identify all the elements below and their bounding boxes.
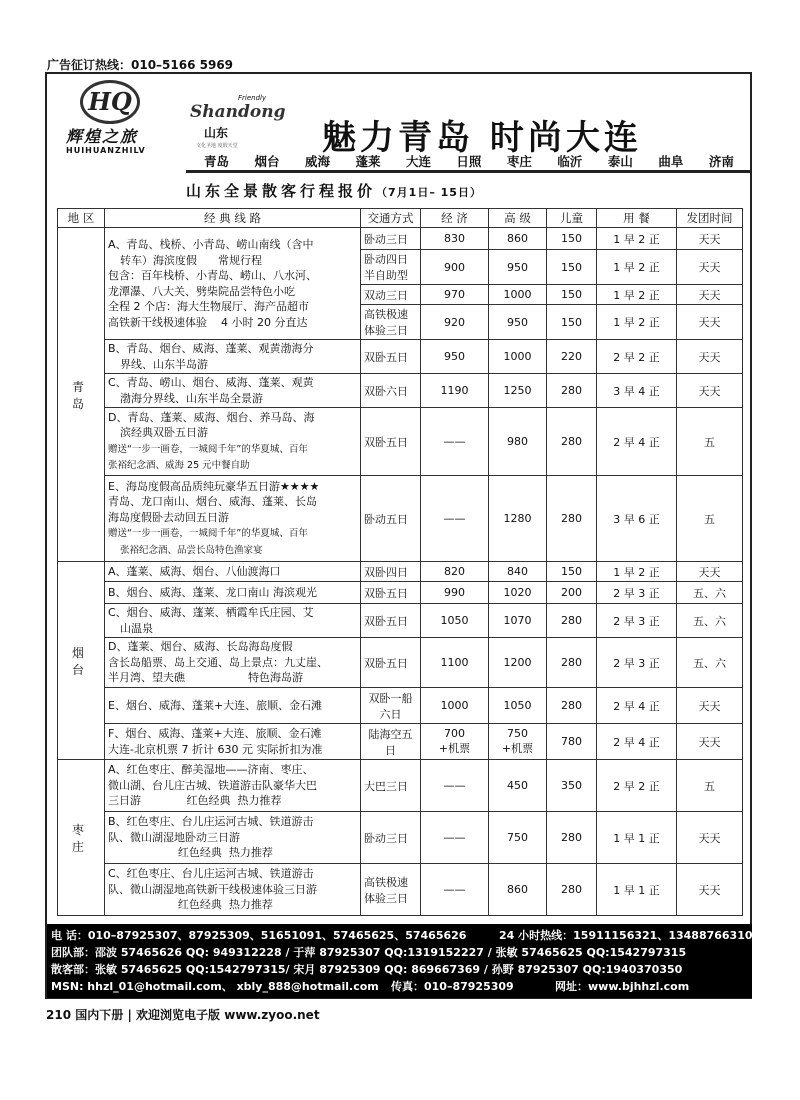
city: 枣庄 bbox=[506, 154, 532, 169]
table-header-row bbox=[58, 209, 743, 228]
advanced-price: 450 bbox=[489, 760, 547, 812]
child-price: 150 bbox=[547, 285, 597, 305]
price-table bbox=[57, 208, 743, 916]
region-cell: 烟 台 bbox=[58, 562, 105, 760]
header-cell: 经 典 线 路 bbox=[105, 209, 361, 228]
huihuang-logo bbox=[60, 80, 160, 162]
economy-price: —— bbox=[421, 760, 489, 812]
page-number: 210 bbox=[46, 1008, 72, 1022]
page-footer bbox=[46, 1006, 320, 1023]
table-row bbox=[58, 228, 743, 250]
meal-cell: 2 早 4 正 bbox=[597, 688, 677, 724]
sd-tagline: 文化圣地 度假天堂 bbox=[196, 143, 238, 149]
departure-cell: 天天 bbox=[677, 305, 743, 340]
departure-cell: 天天 bbox=[677, 340, 743, 374]
meal-cell: 2 早 4 正 bbox=[597, 724, 677, 760]
route-cell bbox=[105, 476, 361, 562]
departure-cell: 天天 bbox=[677, 285, 743, 305]
route-line: B、烟台、威海、蓬莱、龙口南山 海滨观光 bbox=[108, 585, 318, 599]
child-price: 280 bbox=[547, 688, 597, 724]
header-cell: 地 区 bbox=[58, 209, 105, 228]
transport-cell: 双卧一船六日 bbox=[361, 688, 421, 724]
route-line: 渤海分界线、山东半岛全景游 bbox=[120, 391, 263, 405]
transport-cell: 双卧五日 bbox=[361, 604, 421, 638]
route-line: 山温泉 bbox=[120, 621, 153, 635]
meal-cell: 2 早 4 正 bbox=[597, 408, 677, 476]
city: 威海 bbox=[304, 154, 330, 169]
route-line: C、红色枣庄、台儿庄运河古城、铁道游击 bbox=[108, 867, 314, 881]
meal-cell: 1 早 2 正 bbox=[597, 250, 677, 285]
gift-note: 张裕纪念酒、品尝长岛特色渔家宴 bbox=[120, 544, 263, 556]
route-cell bbox=[105, 760, 361, 812]
child-price: 280 bbox=[547, 374, 597, 408]
table-row bbox=[58, 408, 743, 476]
footer-individual-dept: 散客部：张敏 57465625 QQ:1542797315/ 宋月 87925309 QQ: 869667369 / 孙野 87925307 QQ:1940370350 bbox=[51, 963, 683, 976]
route-cell bbox=[105, 408, 361, 476]
route-line: 红色经典 热力推荐 bbox=[108, 846, 273, 860]
route-line: 界线、山东半岛游 bbox=[120, 357, 208, 371]
advanced-price: 1280 bbox=[489, 476, 547, 562]
footer-hotline: 24 小时热线：15911156321、13488766310 bbox=[499, 929, 753, 942]
city-list bbox=[204, 152, 734, 170]
route-line: D、蓬莱、烟台、威海、长岛海岛度假 bbox=[108, 640, 293, 654]
economy-price: 830 bbox=[421, 228, 489, 250]
departure-cell: 天天 bbox=[677, 812, 743, 864]
logo-mark: HQ bbox=[80, 80, 140, 124]
economy-price: —— bbox=[421, 476, 489, 562]
city: 大连 bbox=[405, 154, 431, 169]
route-cell bbox=[105, 340, 361, 374]
meal-cell: 1 早 1 正 bbox=[597, 864, 677, 916]
meal-cell: 2 早 3 正 bbox=[597, 582, 677, 604]
transport-cell: 卧动五日 bbox=[361, 476, 421, 562]
transport-cell: 双卧五日 bbox=[361, 408, 421, 476]
route-line: 龙潭瀑、八大关、劈柴院品尝特色小吃 bbox=[108, 284, 295, 298]
transport-cell: 卧动四日半自助型 bbox=[361, 250, 421, 285]
table-row bbox=[58, 604, 743, 638]
title-main: 山东全景散客行程报价 bbox=[186, 182, 377, 200]
route-line: 转车）海滨度假 常规行程 bbox=[120, 253, 262, 267]
child-price: 280 bbox=[547, 638, 597, 688]
advanced-price: 950 bbox=[489, 305, 547, 340]
section-name: 国内下册 bbox=[75, 1008, 124, 1022]
route-cell bbox=[105, 562, 361, 582]
city: 青岛 bbox=[204, 154, 230, 169]
sd-word: Shandong bbox=[190, 102, 286, 122]
route-line: D、青岛、蓬莱、威海、烟台、养马岛、海 bbox=[108, 410, 315, 424]
advanced-price: 1070 bbox=[489, 604, 547, 638]
table-title bbox=[186, 180, 482, 201]
route-line: 青岛、龙口南山、烟台、威海、蓬莱、长岛 bbox=[108, 495, 317, 509]
region-cell: 青 岛 bbox=[58, 228, 105, 562]
departure-cell: 天天 bbox=[677, 688, 743, 724]
route-line: F、烟台、威海、蓬莱+大连、旅顺、金石滩 bbox=[108, 727, 322, 740]
contact-footer bbox=[47, 924, 752, 998]
route-line: E、烟台、威海、蓬莱+大连、旅顺、金石滩 bbox=[108, 698, 323, 712]
child-price: 280 bbox=[547, 604, 597, 638]
advanced-value: 750 bbox=[507, 727, 528, 740]
header-cell: 高 级 bbox=[489, 209, 547, 228]
route-line: B、红色枣庄、台儿庄运河古城、铁道游击 bbox=[108, 815, 314, 829]
economy-value: 700 bbox=[444, 727, 465, 740]
child-price: 150 bbox=[547, 250, 597, 285]
child-price: 350 bbox=[547, 760, 597, 812]
advanced-price: 1020 bbox=[489, 582, 547, 604]
city: 烟台 bbox=[254, 154, 280, 169]
transport-cell: 双动三日 bbox=[361, 285, 421, 305]
departure-cell: 天天 bbox=[677, 250, 743, 285]
advanced-price: 860 bbox=[489, 864, 547, 916]
transport-cell: 高铁极速体验三日 bbox=[361, 864, 421, 916]
header-cell: 交通方式 bbox=[361, 209, 421, 228]
route-cell bbox=[105, 724, 361, 760]
economy-price: 820 bbox=[421, 562, 489, 582]
table-row bbox=[58, 812, 743, 864]
child-price: 280 bbox=[547, 476, 597, 562]
economy-price: —— bbox=[421, 864, 489, 916]
route-cell bbox=[105, 582, 361, 604]
child-price: 280 bbox=[547, 812, 597, 864]
transport-cell: 陆海空五日 bbox=[361, 724, 421, 760]
table-row bbox=[58, 864, 743, 916]
departure-cell: 天天 bbox=[677, 562, 743, 582]
route-cell bbox=[105, 374, 361, 408]
gift-note: 赠送“一步一画卷，一城阅千年”的华夏城、百年 bbox=[108, 528, 308, 540]
transport-cell: 高铁极速体验三日 bbox=[361, 305, 421, 340]
child-price: 150 bbox=[547, 562, 597, 582]
city: 泰山 bbox=[607, 154, 633, 169]
child-price: 280 bbox=[547, 864, 597, 916]
route-cell bbox=[105, 228, 361, 340]
economy-price: 990 bbox=[421, 582, 489, 604]
transport-cell: 卧动三日 bbox=[361, 812, 421, 864]
advanced-price: 950 bbox=[489, 250, 547, 285]
separator: | bbox=[127, 1008, 132, 1022]
city: 济南 bbox=[708, 154, 734, 169]
ebook-note: 欢迎浏览电子版 bbox=[136, 1008, 221, 1022]
logo-name-en: HUIHUANZHILV bbox=[66, 146, 146, 155]
child-price: 780 bbox=[547, 724, 597, 760]
advanced-price: 1050 bbox=[489, 688, 547, 724]
meal-cell: 2 早 2 正 bbox=[597, 340, 677, 374]
region-cell: 枣 庄 bbox=[58, 760, 105, 916]
advanced-price: 1200 bbox=[489, 638, 547, 688]
child-price: 150 bbox=[547, 228, 597, 250]
meal-cell: 3 早 4 正 bbox=[597, 374, 677, 408]
header-cell: 经 济 bbox=[421, 209, 489, 228]
route-line: A、红色枣庄、醉美湿地——济南、枣庄、 bbox=[108, 763, 314, 777]
route-line: 高铁新干线极速体验 4 小时 20 分直达 bbox=[108, 315, 308, 329]
advanced-price: 860 bbox=[489, 228, 547, 250]
route-line: E、海岛度假高品质纯玩豪华五日游★★★★ bbox=[108, 479, 320, 493]
transport-cell: 大巴三日 bbox=[361, 760, 421, 812]
route-line: C、烟台、威海、蓬莱、栖霞牟氏庄园、艾 bbox=[108, 606, 314, 619]
route-line: C、青岛、崂山、烟台、威海、蓬莱、观黄 bbox=[108, 376, 314, 389]
transport-cell: 卧动三日 bbox=[361, 228, 421, 250]
city: 曲阜 bbox=[658, 154, 684, 169]
footer-phone: 电 话：010–87925307、87925309、51651091、57465625、57465626 bbox=[51, 929, 467, 942]
economy-price: 970 bbox=[421, 285, 489, 305]
child-price: 150 bbox=[547, 305, 597, 340]
meal-cell: 2 早 3 正 bbox=[597, 638, 677, 688]
table-row bbox=[58, 724, 743, 760]
site-url: www.zyoo.net bbox=[224, 1008, 320, 1022]
meal-cell: 1 早 2 正 bbox=[597, 228, 677, 250]
economy-price: 1000 bbox=[421, 688, 489, 724]
economy-extra: +机票 bbox=[438, 742, 471, 755]
economy-price: 1050 bbox=[421, 604, 489, 638]
table-row bbox=[58, 760, 743, 812]
city: 日照 bbox=[456, 154, 482, 169]
transport-cell: 双卧四日 bbox=[361, 562, 421, 582]
advanced-price: 840 bbox=[489, 562, 547, 582]
route-line: 微山湖、台儿庄古城、铁道游击队豪华大巴 bbox=[108, 778, 317, 792]
route-line: 含长岛船票、岛上交通、岛上景点：九丈崖、 bbox=[108, 655, 328, 669]
table-row bbox=[58, 638, 743, 688]
route-line: A、青岛、栈桥、小青岛、崂山南线（含中 bbox=[108, 238, 314, 251]
table-row bbox=[58, 476, 743, 562]
economy-price: 920 bbox=[421, 305, 489, 340]
departure-cell: 天天 bbox=[677, 374, 743, 408]
route-line: 滨经典双卧五日游 bbox=[120, 426, 208, 439]
advanced-price: 1000 bbox=[489, 340, 547, 374]
header-cell: 用 餐 bbox=[597, 209, 677, 228]
route-line: B、青岛、烟台、威海、蓬莱、观黄渤海分 bbox=[108, 342, 314, 355]
title-dates: （7月1日– 15日） bbox=[376, 186, 482, 199]
departure-cell: 五、六 bbox=[677, 582, 743, 604]
route-cell bbox=[105, 812, 361, 864]
footer-msn: MSN: hhzl_01@hotmail.com、 xbly_888@hotmail.com bbox=[51, 980, 379, 993]
footer-website: 网址：www.bjhhzl.com bbox=[555, 980, 690, 993]
meal-cell: 2 早 3 正 bbox=[597, 604, 677, 638]
route-cell bbox=[105, 864, 361, 916]
meal-cell: 1 早 1 正 bbox=[597, 812, 677, 864]
table-row bbox=[58, 374, 743, 408]
route-cell bbox=[105, 688, 361, 724]
sd-name-cn: 山东 bbox=[204, 126, 229, 140]
route-line: 红色经典 热力推荐 bbox=[108, 898, 273, 912]
meal-cell: 1 早 2 正 bbox=[597, 285, 677, 305]
header-cell: 发团时间 bbox=[677, 209, 743, 228]
meal-cell: 3 早 6 正 bbox=[597, 476, 677, 562]
table-row bbox=[58, 582, 743, 604]
departure-cell: 天天 bbox=[677, 864, 743, 916]
meal-cell: 1 早 2 正 bbox=[597, 305, 677, 340]
child-price: 200 bbox=[547, 582, 597, 604]
child-price: 280 bbox=[547, 408, 597, 476]
route-line: 大连-北京机票 7 折计 630 元 实际折扣为准 bbox=[108, 742, 323, 756]
economy-price: —— bbox=[421, 408, 489, 476]
departure-cell: 五 bbox=[677, 476, 743, 562]
headline: 魅力青岛 时尚大连 bbox=[322, 118, 642, 158]
advanced-price bbox=[489, 724, 547, 760]
departure-cell: 天天 bbox=[677, 228, 743, 250]
route-line: A、蓬莱、威海、烟台、八仙渡海口 bbox=[108, 564, 281, 578]
meal-cell: 2 早 2 正 bbox=[597, 760, 677, 812]
sd-friendly: Friendly bbox=[238, 94, 267, 102]
header-cell: 儿童 bbox=[547, 209, 597, 228]
table-row bbox=[58, 688, 743, 724]
transport-cell: 双卧六日 bbox=[361, 374, 421, 408]
economy-price: 900 bbox=[421, 250, 489, 285]
shandong-logo bbox=[190, 94, 286, 156]
route-cell bbox=[105, 638, 361, 688]
route-line: 三日游 红色经典 热力推荐 bbox=[108, 794, 282, 808]
advanced-extra: +机票 bbox=[501, 742, 534, 755]
departure-cell: 五 bbox=[677, 760, 743, 812]
transport-cell: 双卧五日 bbox=[361, 582, 421, 604]
advanced-price: 750 bbox=[489, 812, 547, 864]
transport-cell: 双卧五日 bbox=[361, 638, 421, 688]
advanced-price: 1000 bbox=[489, 285, 547, 305]
footer-fax: 传真：010–87925309 bbox=[391, 980, 514, 993]
departure-cell: 五 bbox=[677, 408, 743, 476]
advanced-price: 1250 bbox=[489, 374, 547, 408]
route-line: 全程 2 个店：海大生物展厅、海产品超市 bbox=[108, 300, 309, 313]
departure-cell: 五、六 bbox=[677, 604, 743, 638]
departure-cell: 天天 bbox=[677, 724, 743, 760]
footer-team-dept: 团队部：邵波 57465626 QQ: 949312228 / 于萍 87925307 QQ:1319152227 / 张敏 57465625 QQ:1542797315 bbox=[51, 946, 687, 959]
economy-price: 1190 bbox=[421, 374, 489, 408]
logo-name-cn: 辉煌之旅 bbox=[66, 127, 139, 146]
departure-cell: 五、六 bbox=[677, 638, 743, 688]
economy-price: 950 bbox=[421, 340, 489, 374]
advanced-price: 980 bbox=[489, 408, 547, 476]
child-price: 220 bbox=[547, 340, 597, 374]
route-cell bbox=[105, 604, 361, 638]
meal-cell: 1 早 2 正 bbox=[597, 562, 677, 582]
city: 蓬莱 bbox=[355, 154, 381, 169]
route-line: 半月湾、望夫礁 特色海岛游 bbox=[108, 671, 303, 685]
economy-price bbox=[421, 724, 489, 760]
route-line: 队、微山湖湿地卧动三日游 bbox=[108, 830, 240, 844]
economy-price: —— bbox=[421, 812, 489, 864]
gift-note: 赠送“一步一画卷，一城阅千年”的华夏城、百年 bbox=[108, 443, 308, 455]
city: 临沂 bbox=[557, 154, 583, 169]
route-line: 队、微山湖湿地高铁新干线极速体验三日游 bbox=[108, 882, 317, 896]
divider bbox=[186, 170, 750, 173]
gift-note: 张裕纪念酒、威海 25 元中餐自助 bbox=[108, 460, 250, 471]
ad-hotline: 广告征订热线：010–5166 5969 bbox=[47, 58, 234, 72]
economy-price: 1100 bbox=[421, 638, 489, 688]
transport-cell: 双卧五日 bbox=[361, 340, 421, 374]
table-row bbox=[58, 340, 743, 374]
table-row bbox=[58, 562, 743, 582]
route-line: 包含：百年栈桥、小青岛、崂山、八水河、 bbox=[108, 269, 317, 282]
route-line: 海岛度假卧去动回五日游 bbox=[108, 510, 229, 524]
